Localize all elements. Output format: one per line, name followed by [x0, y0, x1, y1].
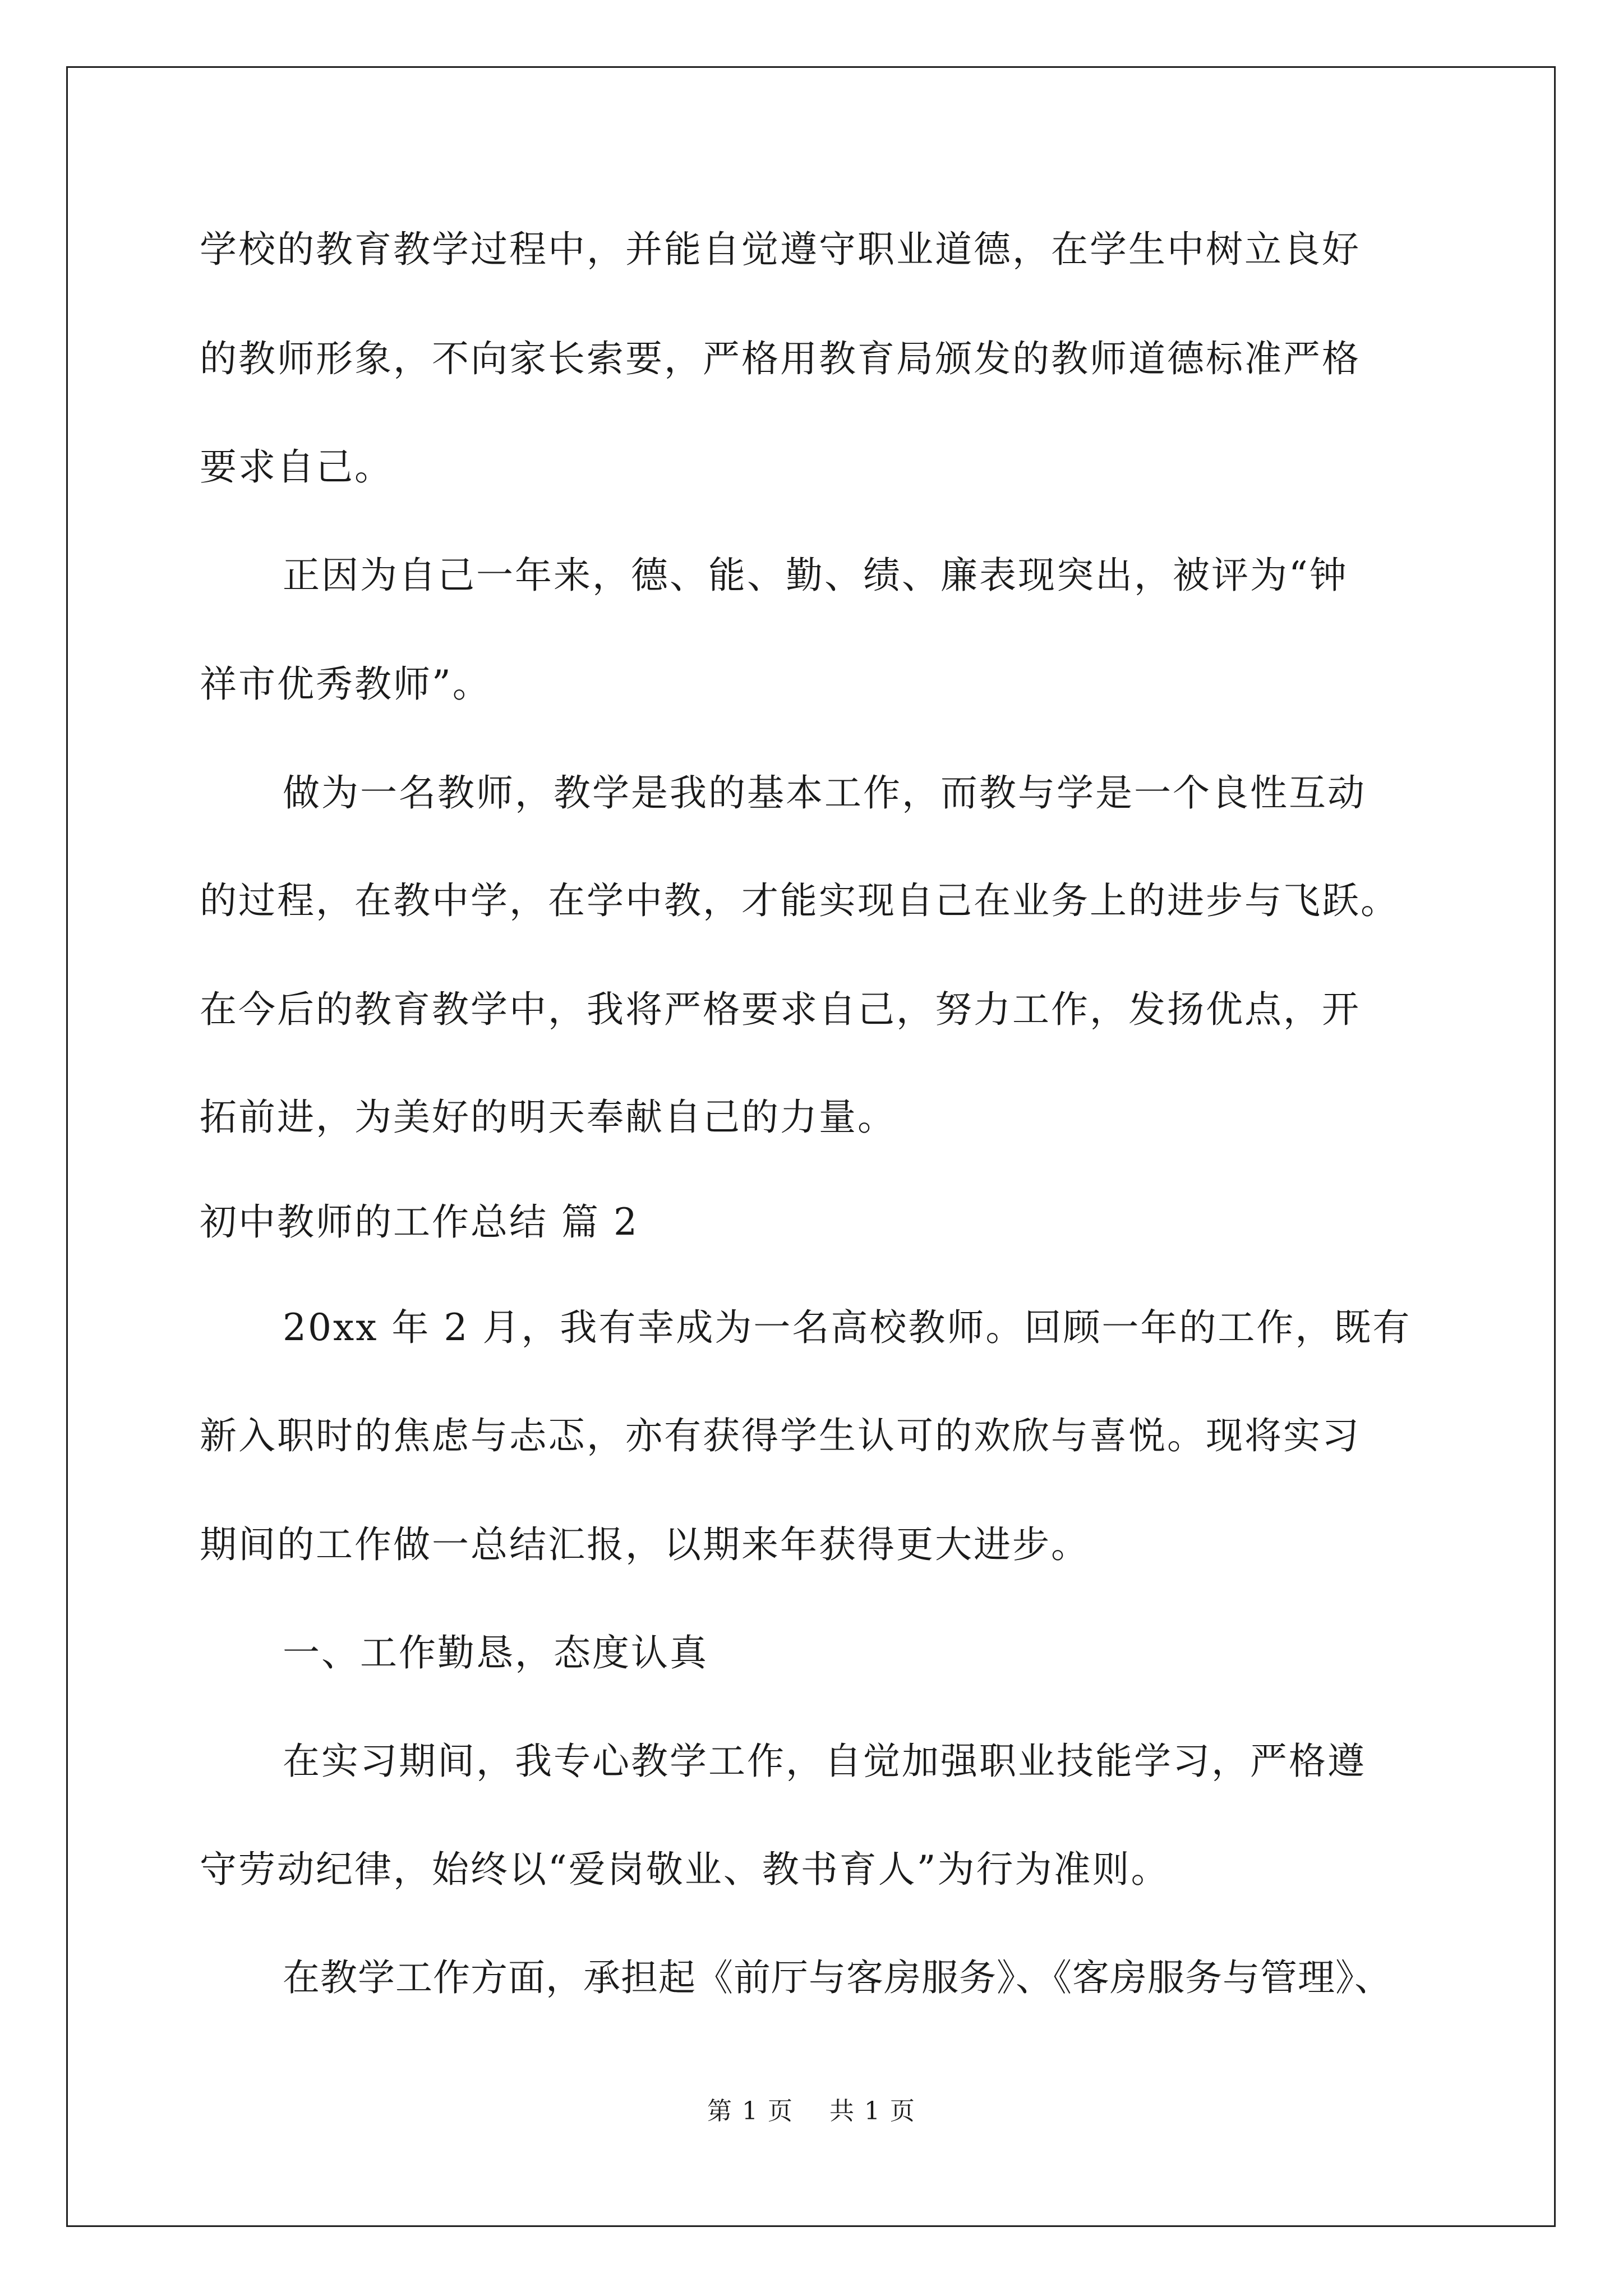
paragraph-line: 的教师形象，不向家长索要，严格用教育局颁发的教师道德标准严格 [200, 337, 1361, 380]
page-number-footer: 第 1 页 共 1 页 [707, 2097, 916, 2125]
paragraph-line: 期间的工作做一总结汇报，以期来年获得更大进步。 [200, 1523, 1090, 1566]
subsection-heading: 一、工作勤恳，态度认真 [283, 1631, 708, 1674]
paragraph-line: 在教学工作方面，承担起《前厅与客房服务》、《客房服务与管理》、 [283, 1956, 1392, 1999]
page-frame [66, 66, 1556, 2227]
paragraph-line: 学校的教育教学过程中，并能自觉遵守职业道德，在学生中树立良好 [200, 228, 1361, 271]
paragraph-line: 20xx 年 2 月，我有幸成为一名高校教师。回顾一年的工作，既有 [283, 1306, 1412, 1349]
paragraph-line: 守劳动纪律，始终以“爱岗敬业、教书育人”为行为准则。 [200, 1848, 1170, 1891]
paragraph-line: 拓前进，为美好的明天奉献自己的力量。 [200, 1096, 896, 1139]
paragraph-line: 在实习期间，我专心教学工作，自觉加强职业技能学习，严格遵 [283, 1740, 1366, 1783]
paragraph-line: 要求自己。 [200, 445, 393, 489]
paragraph-line: 新入职时的焦虑与忐忑，亦有获得学生认可的欢欣与喜悦。现将实习 [200, 1414, 1361, 1457]
paragraph-line: 正因为自己一年来，德、能、勤、绩、廉表现突出，被评为“钟 [283, 554, 1348, 597]
paragraph-line: 做为一名教师，教学是我的基本工作，而教与学是一个良性互动 [283, 771, 1366, 815]
paragraph-line: 在今后的教育教学中，我将严格要求自己，努力工作，发扬优点，开 [200, 988, 1361, 1031]
paragraph-line: 祥市优秀教师”。 [200, 662, 491, 706]
paragraph-line: 的过程，在教中学，在学中教，才能实现自己在业务上的进步与飞跃。 [200, 879, 1399, 922]
section-heading: 初中教师的工作总结 篇 2 [200, 1200, 639, 1244]
